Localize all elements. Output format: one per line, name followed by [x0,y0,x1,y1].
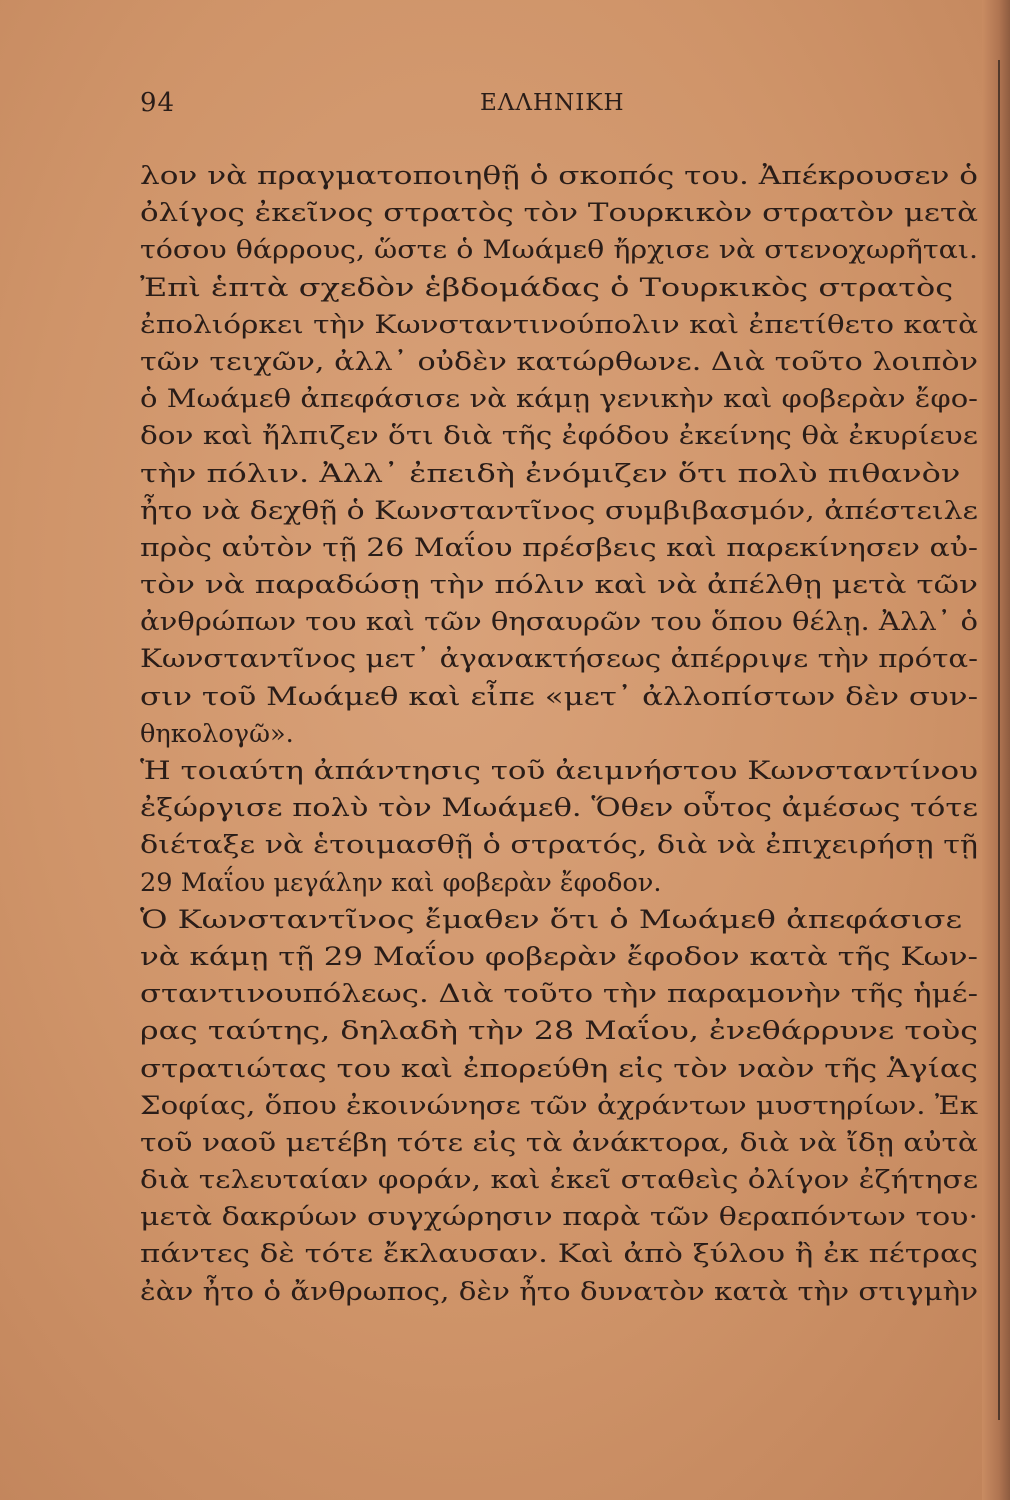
text-line: ὁ Μωάμεθ ἀπεφάσισε νὰ κάμῃ γενικὴν καὶ φοβερὰν ἔφο- [140,384,978,415]
page-number: 94 [140,88,176,118]
text-line: Ὁ Κωνσταντῖνος ἔμαθεν ὅτι ὁ Μωάμεθ ἀπεφάσισε [140,904,963,935]
text-line: θηκολογῶ». [140,718,294,749]
text-line: σταντινουπόλεως. Διὰ τοῦτο τὴν παραμονὴν τῆς ἡμέ- [140,979,979,1010]
running-title: ΕΛΛΗΝΙΚΗ [480,90,625,116]
text-line: νὰ κάμῃ τῇ 29 Μαΐου φοβερὰν ἔφοδον κατὰ τῆς Κων- [140,941,979,972]
text-line: ἐπολιόρκει τὴν Κωνσταντινούπολιν καὶ ἐπετίθετο κατὰ [140,309,979,340]
text-line: πρὸς αὐτὸν τῇ 26 Μαΐου πρέσβεις καὶ παρεκίνησεν αὐ- [140,532,979,563]
text-line: δον καὶ ἤλπιζεν ὅτι διὰ τῆς ἐφόδου ἐκείνης θὰ ἐκυρίευε [140,421,979,452]
text-line: πάντες δὲ τότε ἔκλαυσαν. Καὶ ἀπὸ ξύλου ἢ ἐκ πέτρας [140,1239,979,1270]
text-line: διέταξε νὰ ἑτοιμασθῇ ὁ στρατός, διὰ νὰ ἐπιχειρήσῃ τῇ [140,830,979,861]
page-edge-shadow [982,0,1010,1500]
text-line: διὰ τελευταίαν φοράν, καὶ ἐκεῖ σταθεὶς ὀλίγον ἐζήτησε [140,1165,979,1196]
text-line: τῶν τειχῶν, ἀλλ᾽ οὐδὲν κατώρθωνε. Διὰ τοῦτο λοιπὸν [140,346,978,377]
text-line: ἀνθρώπων του καὶ τῶν θησαυρῶν του ὅπου θέλῃ. Ἀλλ᾽ ὁ [140,607,979,638]
text-line: μετὰ δακρύων συγχώρησιν παρὰ τῶν θεραπόντων του· [140,1202,979,1233]
text-line: ἐξώργισε πολὺ τὸν Μωάμεθ. Ὅθεν οὗτος ἀμέσως τότε [140,793,978,824]
text-line: τὴν πόλιν. Ἀλλ᾽ ἐπειδὴ ἐνόμιζεν ὅτι πολὺ πιθανὸν [140,458,961,489]
text-line: 29 Μαΐου μεγάλην καὶ φοβερὰν ἔφοδον. [140,867,662,898]
text-line: στρατιώτας του καὶ ἐπορεύθη εἰς τὸν ναὸν τῆς Ἁγίας [140,1053,978,1084]
page-binding-line [998,60,1000,1420]
text-line: ἦτο νὰ δεχθῇ ὁ Κωνσταντῖνος συμβιβασμόν, ἀπέστειλε [140,495,978,526]
text-line: τοῦ ναοῦ μετέβη τότε εἰς τὰ ἀνάκτορα, διὰ νὰ ἴδῃ αὐτὰ [140,1127,979,1158]
text-line: ὀλίγος ἐκεῖνος στρατὸς τὸν Τουρκικὸν στρατὸν μετὰ [140,198,978,229]
text-line: Κωνσταντῖνος μετ᾽ ἀγανακτήσεως ἀπέρριψε τὴν πρότα- [140,644,978,675]
text-line: λον νὰ πραγματοποιηθῇ ὁ σκοπός του. Ἀπέκρουσεν ὁ [140,161,978,191]
text-line: ἐὰν ἦτο ὁ ἄνθρωπος, δὲν ἦτο δυνατὸν κατὰ τὴν στιγμὴν [140,1276,979,1307]
text-line: ρας ταύτης, δηλαδὴ τὴν 28 Μαΐου, ἐνεθάρρυνε τοὺς [140,1016,978,1047]
text-line: Ἡ τοιαύτη ἀπάντησις τοῦ ἀειμνήστου Κωνσταντίνου [140,756,979,786]
page-header [140,88,980,128]
body-text [140,158,978,1311]
text-line: σιν τοῦ Μωάμεθ καὶ εἶπε «μετ᾽ ἀλλοπίστων δὲν συν- [140,681,979,712]
text-line: Ἐπὶ ἑπτὰ σχεδὸν ἑβδομάδας ὁ Τουρκικὸς στρατὸς [140,272,954,303]
text-line: τόσου θάρρους, ὥστε ὁ Μωάμεθ ἤρχισε νὰ στενοχωρῆται. [140,235,979,266]
text-line: τὸν νὰ παραδώσῃ τὴν πόλιν καὶ νὰ ἀπέλθῃ μετὰ τῶν [140,570,978,601]
text-line: Σοφίας, ὅπου ἐκοινώνησε τῶν ἀχράντων μυστηρίων. Ἐκ [140,1090,978,1121]
